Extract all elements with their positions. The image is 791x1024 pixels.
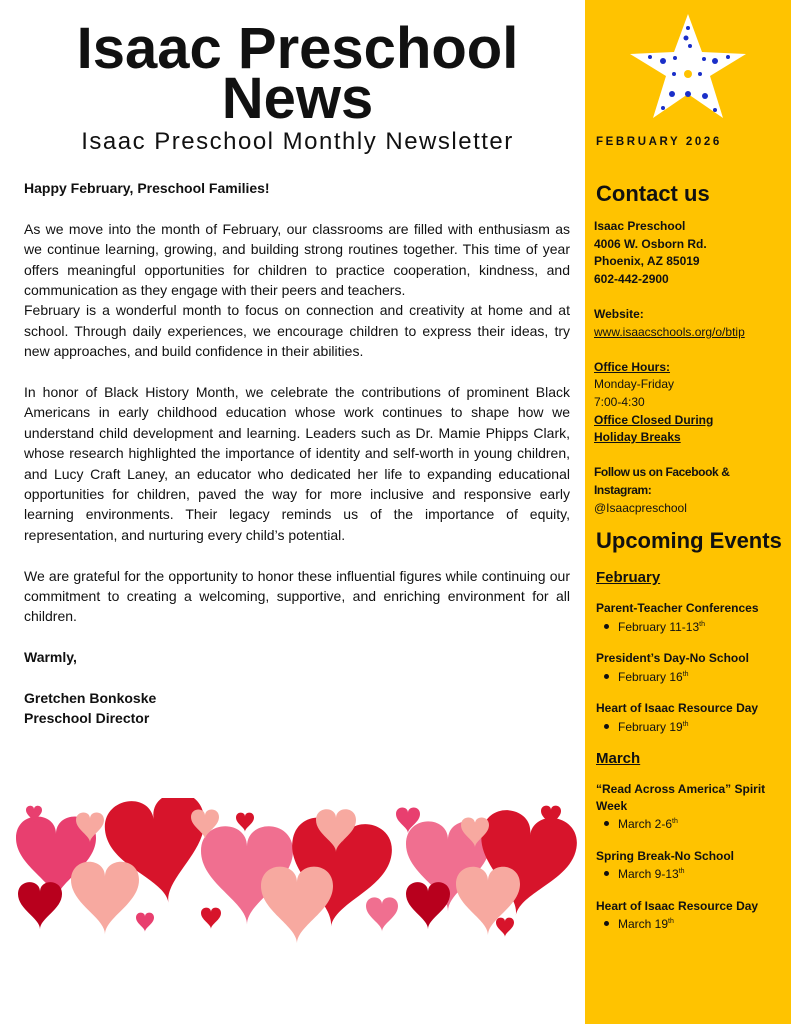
phone: 602-442-2900 [594,271,669,286]
closing: Warmly, [24,649,77,666]
event-date: February 11-13th [596,617,789,636]
event-title: “Read Across America” Spirit Week [596,782,766,813]
title-line-2: News [221,66,374,131]
sidebar-content [594,180,789,948]
event-date: March 19th [596,914,789,933]
follow-label: Follow us on Facebook & Instagram: [594,465,730,497]
office-days: Monday-Friday [594,377,675,392]
event-date: February 16th [596,667,789,686]
paragraph: February is a wonderful month to focus on connection and creativity at home and at school. Through daily experiences, we encourage children to express their ideas, try new approaches, and build confidence in their abilities. [24,302,570,360]
issue-date: FEBRUARY 2026 [596,136,722,148]
hearts-banner-image [16,798,578,943]
star-logo-icon [630,14,746,118]
month-february: February [596,569,661,587]
event-date: March 2-6th [596,814,789,833]
event-date: February 19th [596,717,789,736]
event-date: March 9-13th [596,864,789,883]
signature-name: Gretchen Bonkoske [24,690,157,707]
contact-heading: Contact us [596,181,710,206]
signature-role: Preschool Director [24,710,150,727]
greeting: Happy February, Preschool Families! [24,180,270,196]
page-title [0,16,595,131]
event-title: Heart of Isaac Resource Day [596,701,759,716]
paragraph: In honor of Black History Month, we celebrate the contributions of prominent Black Americans in early childhood education whose work continues to shape how we understand child development and learning. Leaders such as Dr. Mamie Phipps Clark, whose research highlighted the importance of identity and self-worth in young children, and Lucy Craft Laney, an educator who dedicated her life to expanding educational opportunities for children, paved the way for more inclusive and responsive early learning environments. Their legacy reminds us of the importance of equity, representation, and nurturing every child’s potential. [24,384,570,543]
office-closed-line2: Holiday Breaks [594,430,681,445]
office-hours-label: Office Hours: [594,359,671,374]
address: 4006 W. Osborn Rd. [594,236,707,251]
paragraph: As we move into the month of February, our classrooms are filled with enthusiasm as we continue learning, growing, and building strong routines together. This time of year offers meaningful opportunities for children to practice cooperation, kindness, and communication as they engage with their peers and teachers. [24,220,570,299]
school-name: Isaac Preschool [594,219,686,233]
office-closed-line1: Office Closed During [594,412,714,427]
letter-body [24,178,570,729]
event-title: President’s Day-No School [596,651,749,666]
subtitle: Isaac Preschool Monthly Newsletter [81,128,514,155]
office-hours: 7:00-4:30 [594,394,645,409]
paragraph: We are grateful for the opportunity to honor these influential figures while continuing our commitment to creating a welcoming, supportive, and enriching environment for all children. [24,567,570,625]
website-label: Website: [594,306,644,321]
title-line-1: Isaac Preschool [76,16,519,81]
social-handle: @Isaacpreschool [594,500,687,515]
city: Phoenix, AZ 85019 [594,254,700,269]
sidebar [585,0,791,1024]
website-link[interactable]: www.isaacschools.org/o/btip [594,324,745,339]
events-heading: Upcoming Events [596,528,782,554]
month-march: March [596,750,641,768]
event-title: Heart of Isaac Resource Day [596,898,759,913]
contact-info [594,218,789,517]
event-title: Spring Break-No School [596,848,735,863]
event-title: Parent-Teacher Conferences [596,601,759,616]
events-list [594,569,789,933]
